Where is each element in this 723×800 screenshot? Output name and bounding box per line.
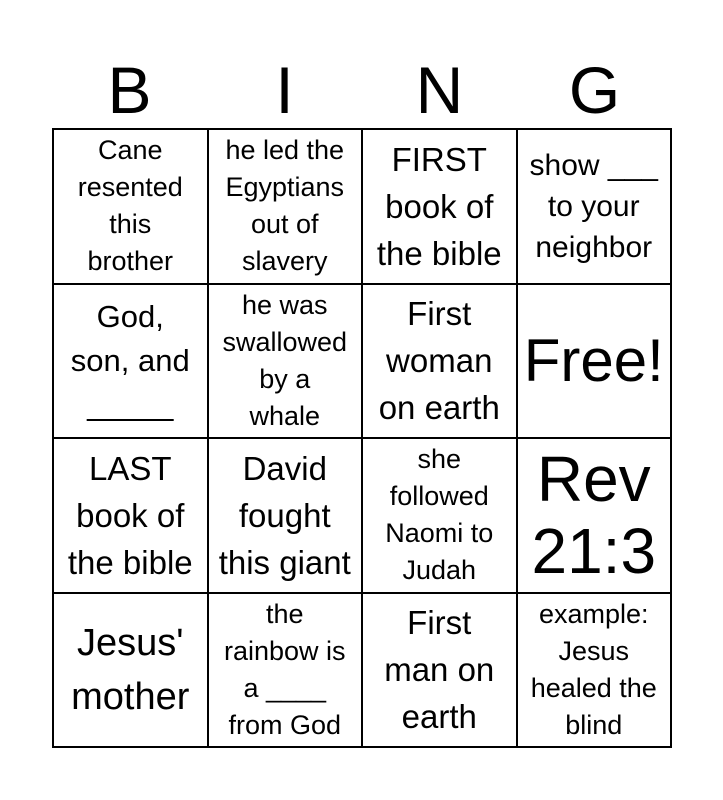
- bingo-cell[interactable]: [53, 593, 208, 748]
- free-space-label: Free!: [523, 326, 664, 394]
- bingo-cell-text: LAST book of the bible: [67, 449, 193, 581]
- bingo-cell-text: show ___ to your neighbor: [529, 148, 658, 264]
- bingo-cell[interactable]: [208, 129, 363, 284]
- bingo-cell[interactable]: [362, 438, 517, 593]
- bingo-cell-text: First man on earth: [384, 604, 495, 736]
- bingo-cell[interactable]: [208, 284, 363, 439]
- header-letter-i: I: [275, 53, 294, 127]
- bingo-cell[interactable]: [517, 438, 672, 593]
- bingo-cell-text: she followed Naomi to Judah: [385, 444, 494, 586]
- bingo-cell[interactable]: [53, 438, 208, 593]
- bingo-cell[interactable]: [517, 593, 672, 748]
- bingo-cell-text: FIRST book of the bible: [376, 140, 502, 272]
- bingo-cell-text: example: Jesus healed the blind: [530, 598, 657, 740]
- bingo-cell-text: God, son, and _____: [70, 298, 190, 422]
- bingo-cell-text: Jesus' mother: [71, 621, 190, 718]
- bingo-cell[interactable]: [53, 284, 208, 439]
- bingo-cell[interactable]: [362, 129, 517, 284]
- bingo-cell[interactable]: [362, 593, 517, 748]
- header-letter-g: G: [568, 53, 621, 127]
- bingo-cell[interactable]: [517, 129, 672, 284]
- bingo-cell[interactable]: [362, 284, 517, 439]
- bingo-card-grid: [52, 128, 672, 748]
- bingo-cell-text: Rev 21:3: [531, 443, 657, 588]
- header-letter-n: N: [415, 53, 464, 127]
- bingo-cell-free[interactable]: [517, 284, 672, 439]
- bingo-header: [52, 52, 672, 128]
- bingo-cell-text: First woman on earth: [378, 295, 500, 427]
- bingo-cell-text: Cane resented this brother: [77, 135, 183, 277]
- bingo-cell[interactable]: [208, 438, 363, 593]
- bingo-cell-text: he led the Egyptians out of slavery: [225, 135, 345, 277]
- bingo-cell-text: he was swallowed by a whale: [222, 289, 348, 431]
- header-letter-b: B: [107, 53, 152, 127]
- bingo-cell[interactable]: [208, 593, 363, 748]
- bingo-cell-text: the rainbow is a ____ from God: [223, 598, 346, 740]
- bingo-cell-text: David fought this giant: [218, 449, 351, 581]
- bingo-cell[interactable]: [53, 129, 208, 284]
